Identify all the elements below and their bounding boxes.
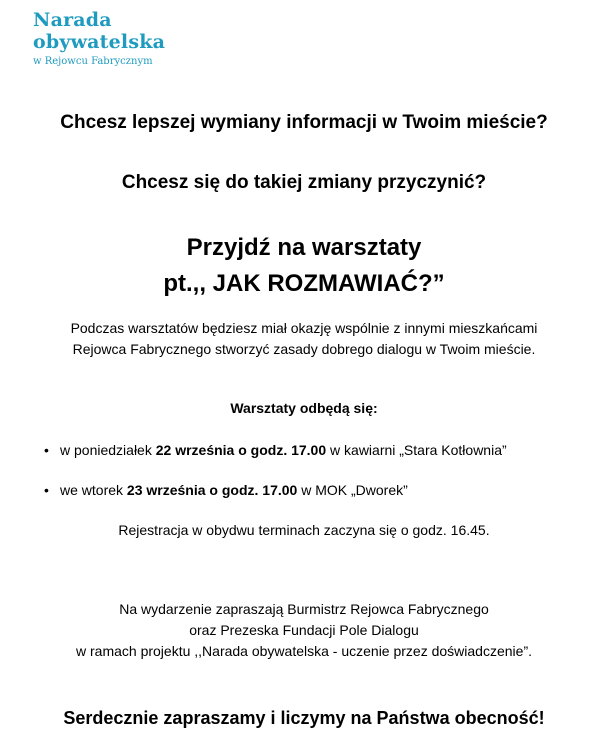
sessions-heading: Warsztaty odbędą się: xyxy=(230,400,378,416)
session-1-place: w kawiarni „Stara Kotłownia” xyxy=(326,442,507,458)
logo-line-1: Narada xyxy=(33,9,112,31)
invite-line-1: Na wydarzenie zapraszają Burmistrz Rejowca Fabrycznego xyxy=(119,601,489,617)
invite-line-3: w ramach projektu ,,Narada obywatelska - uczenie przez doświadczenie”. xyxy=(76,643,532,659)
session-1-pre: w poniedziałek xyxy=(60,442,156,458)
intro-line-2: Rejowca Fabrycznego stworzyć zasady dobrego dialogu w Twoim mieście. xyxy=(72,341,536,357)
bullet-icon: • xyxy=(44,442,49,458)
logo-tagline: w Rejowcu Fabrycznym xyxy=(33,56,153,67)
title-line-2: pt.,, JAK ROZMAWIAĆ?” xyxy=(163,270,445,297)
logo xyxy=(33,9,165,69)
closing-message: Serdecznie zapraszamy i liczymy na Państwa obecność! xyxy=(63,708,545,728)
intro-line-1: Podczas warsztatów będziesz miał okazję wspólnie z innymi mieszkańcami xyxy=(70,320,538,336)
session-2-place: w MOK „Dworek” xyxy=(297,482,408,498)
logo-line-2: obywatelska xyxy=(33,31,166,53)
bullet-icon: • xyxy=(44,482,49,498)
title-line-1: Przyjdź na warsztaty xyxy=(186,234,422,261)
session-2-pre: we wtorek xyxy=(60,482,127,498)
headline-question-2: Chcesz się do takiej zmiany przyczynić? xyxy=(121,172,487,193)
session-1-date: 22 września o godz. 17.00 xyxy=(155,442,327,458)
registration-note: Rejestracja w obydwu terminach zaczyna się o godz. 16.45. xyxy=(118,522,490,538)
headline-question-1: Chcesz lepszej wymiany informacji w Twoim mieście? xyxy=(60,112,548,133)
session-item-2 xyxy=(44,482,408,498)
invite-line-2: oraz Prezeska Fundacji Pole Dialogu xyxy=(189,622,419,638)
session-item-1 xyxy=(44,442,507,458)
session-2-date: 23 września o godz. 17.00 xyxy=(126,482,298,498)
